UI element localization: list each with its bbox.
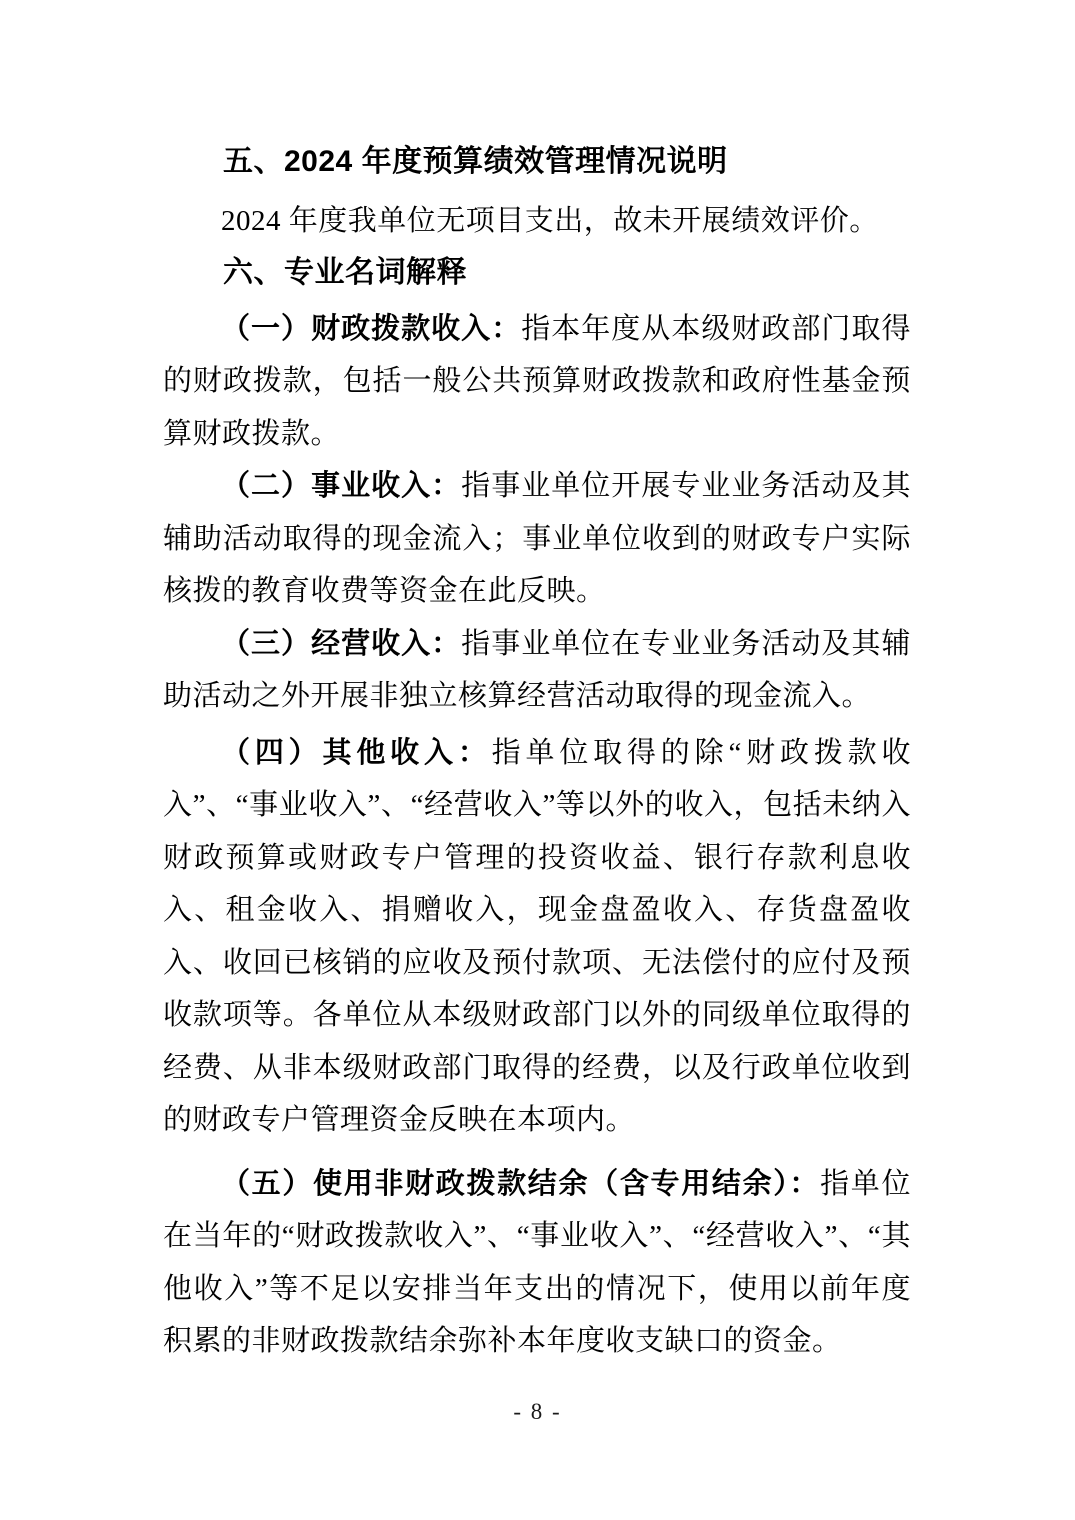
definition-2-term: （二）事业收入：	[221, 470, 462, 502]
definition-5-term: （五）使用非财政拨款结余（含专用结余）：	[221, 1167, 821, 1200]
definition-2-text: 指事业单位开展专业业务活动及其辅助活动取得的现金流入；事业单位收到的财政专户实际核拨的教育收费等资金在此反映。	[163, 470, 911, 607]
definition-4-term: （四）其他收入：	[221, 736, 492, 769]
definition-3-term: （三）经营收入：	[221, 627, 462, 660]
definition-5-text: 指单位在当年的“财政拨款收入”、“事业收入”、“经营收入”、“其他收入”等不足以安排当年支出的情况下，使用以前年度积累的非财政拨款结余弥补本年度收支缺口的资金。	[163, 1167, 911, 1357]
heading-section-five: 五、2024 年度预算绩效管理情况说明	[223, 145, 728, 178]
performance-note-text: 2024 年度我单位无项目支出，故未开展绩效评价。	[221, 204, 879, 237]
definition-paragraph-2	[163, 460, 911, 618]
definition-3-text: 指事业单位在专业业务活动及其辅助活动之外开展非独立核算经营活动取得的现金流入。	[163, 627, 911, 712]
definition-paragraph-5	[163, 1158, 911, 1368]
definition-paragraph-3	[163, 618, 911, 723]
page-number: - 8 -	[513, 1399, 562, 1424]
definition-1-text: 指本年度从本级财政部门取得的财政拨款，包括一般公共预算财政拨款和政府性基金预算财政拨款。	[163, 312, 911, 450]
definition-4-text: 指单位取得的除“财政拨款收入”、“事业收入”、“经营收入”等以外的收入，包括未纳入财政预算或财政专户管理的投资收益、银行存款利息收入、租金收入、捐赠收入，现金盘盈收入、存货盘盈收入、收回已核销的应收及预付款项、无法偿付的应付及预收款项等。各单位从本级财政部门以外的同级单位取得的经费、从非本级财政部门取得的经费，以及行政单位收到的财政专户管理资金反映在本项内。	[163, 736, 911, 1136]
definition-paragraph-4	[163, 727, 911, 1147]
definition-paragraph-1	[163, 303, 911, 461]
document-content	[163, 136, 911, 1368]
definition-1-term: （一）财政拨款收入：	[221, 312, 522, 345]
performance-note-paragraph	[163, 195, 911, 248]
heading-section-six: 六、专业名词解释	[223, 256, 467, 289]
